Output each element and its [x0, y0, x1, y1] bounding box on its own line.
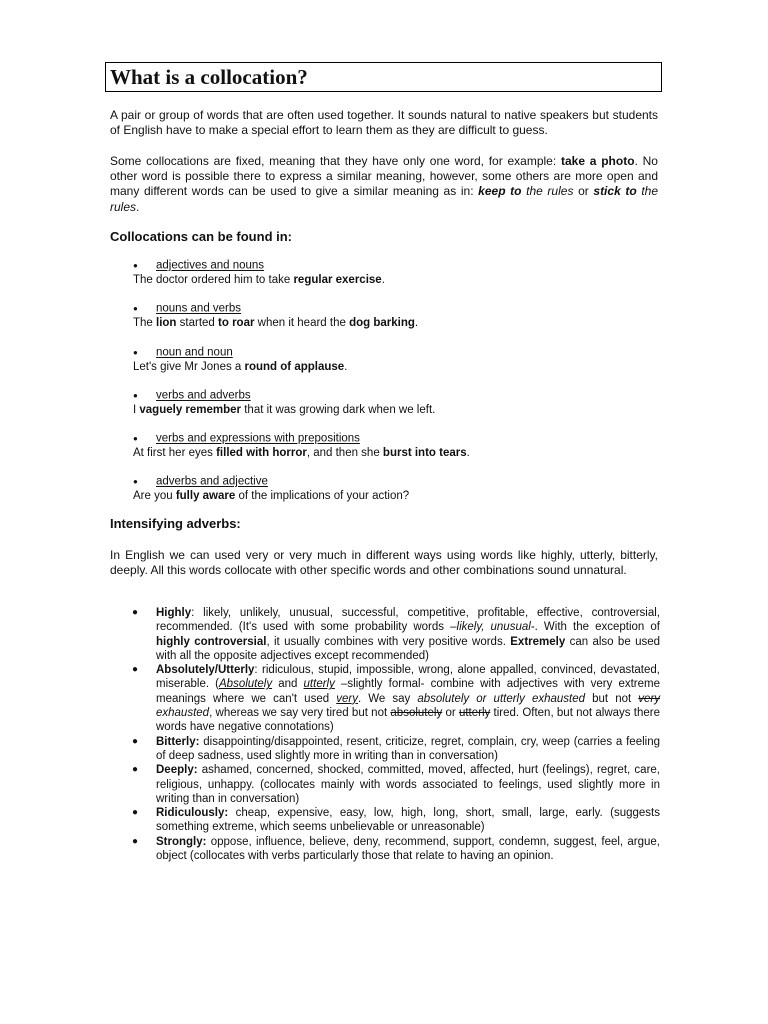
collocation-highlight: burst into tears: [382, 447, 467, 459]
list-item-deeply: [110, 763, 660, 806]
adverb-head: Deeply:: [156, 764, 198, 777]
collocation-highlight: regular exercise: [293, 274, 382, 286]
bullet-icon: ●: [132, 664, 139, 676]
collocation-highlight: fully aware: [175, 490, 236, 502]
adverb-head: Strongly:: [156, 835, 207, 848]
text: .: [344, 361, 348, 373]
collocation-highlight: filled with horror: [216, 447, 307, 459]
text: . With the exception of: [534, 621, 660, 634]
example-keep-to: keep to: [478, 184, 522, 199]
section-heading-intensifying: Intensifying adverbs:: [110, 516, 241, 531]
example-stick-to: stick to: [593, 184, 637, 199]
text: The doctor ordered him to take: [133, 274, 294, 286]
text: utterly: [303, 678, 335, 691]
intensifying-intro: In English we can used very or very much in different ways using words like highly, utterly, bitterly, deeply. All this words collocate with other specific words and other combinations sound unnatural.: [110, 548, 658, 578]
text: or: [442, 707, 459, 720]
bullet-icon: ●: [132, 735, 139, 747]
category-heading: [133, 258, 264, 274]
collocation-highlight: dog barking: [349, 317, 415, 329]
text: , and then she: [306, 447, 383, 459]
category-heading: [133, 388, 251, 404]
category-label: adjectives and nouns: [156, 259, 265, 272]
adverb-head: Bitterly:: [156, 735, 200, 748]
text: oppose, influence, believe, deny, recommend, support, condemn, suggest, feel, argue, object (collocates with verbs particularly those that relate to having an opinion.: [156, 835, 660, 863]
category-example: [133, 403, 435, 418]
category-heading: [133, 345, 233, 361]
category-example: [133, 489, 409, 504]
category-example: [133, 446, 470, 461]
text: can also be used with all the opposite adjectives except recommended): [156, 635, 661, 662]
text: utterly: [458, 707, 491, 720]
category-heading: [133, 474, 268, 490]
text: The: [133, 317, 157, 329]
text: ashamed, concerned, shocked, committed, moved, affected, hurt (feelings), regret, care, religious, unhappy. (collocates mainly with words associated to feelings, used slightly more in writing than in conversation): [156, 764, 660, 805]
title-box: [105, 62, 662, 92]
text: : likely, unlikely, unusual, successful, competitive, profitable, effective, controversial, recommended. (It's used with some probability words –: [156, 607, 660, 634]
category-example: [133, 316, 418, 331]
text: absolutely: [390, 707, 443, 720]
text: –slightly formal- combine with adjectives with very extreme meanings where we can't used: [156, 678, 660, 705]
text: cheap, expensive, easy, low, high, long, short, small, large, early. (suggests something extreme, which seems unbelievable or unreasonable): [156, 807, 660, 834]
bullet-icon: ●: [132, 835, 139, 847]
category-example: [133, 360, 347, 375]
text: absolutely or utterly exhausted: [417, 692, 586, 705]
list-item-bitterly: [110, 735, 660, 764]
text: . We say: [357, 692, 418, 705]
bullet-icon: ●: [133, 261, 138, 270]
text: the rules: [110, 184, 659, 214]
text: At first her eyes: [133, 447, 217, 459]
category-heading: [133, 301, 241, 317]
text: , it usually combines with very positive words.: [266, 635, 511, 648]
list-item-strongly: [110, 835, 660, 864]
category-label: adverbs and adjective: [156, 475, 268, 488]
example-take-a-photo: take a photo: [560, 154, 635, 168]
text: : ridiculous, stupid, impossible, wrong, alone appalled, convinced, devastated, miserable. (: [156, 664, 660, 691]
text: .: [136, 199, 140, 214]
collocation-highlight: lion: [156, 317, 177, 329]
text: Are you: [133, 490, 176, 502]
text: very: [638, 692, 661, 705]
fixed-collocations-paragraph: [110, 154, 658, 215]
bullet-icon: ●: [132, 807, 139, 819]
intro-paragraph: A pair or group of words that are often used together. It sounds natural to native speakers but students of English have to make a special effort to learn them as they are difficult to guess.: [110, 108, 658, 138]
text: the rules: [521, 184, 574, 199]
bullet-icon: ●: [133, 477, 138, 486]
category-example: [133, 273, 385, 288]
list-item-ridiculously: [110, 806, 660, 835]
bullet-icon: ●: [133, 391, 138, 400]
list-item-highly: [110, 606, 660, 663]
category-label: nouns and verbs: [156, 302, 242, 315]
collocation-highlight: round of applause: [244, 361, 345, 373]
text: or: [573, 184, 594, 199]
text: highly controversial: [156, 635, 267, 648]
adverb-list: [110, 606, 660, 863]
collocation-highlight: vaguely remember: [139, 404, 242, 416]
list-item-absolutely: [110, 663, 660, 734]
text: , whereas we say very tired but not: [209, 707, 391, 720]
category-heading: [133, 431, 360, 447]
text: .: [381, 274, 385, 286]
collocation-highlight: to roar: [218, 317, 255, 329]
section-heading-found-in: Collocations can be found in:: [110, 229, 292, 244]
adverb-head: Ridiculously:: [156, 807, 229, 820]
adverb-head: Highly: [156, 607, 192, 619]
text: .: [466, 447, 470, 459]
text: Extremely: [510, 635, 566, 648]
text: Absolutely: [219, 678, 273, 691]
bullet-icon: ●: [132, 764, 139, 776]
text: likely, unusual-: [456, 621, 535, 634]
text: Some collocations are fixed, meaning that they have only one word, for example:: [110, 154, 561, 168]
text: disappointing/disappointed, resent, criticize, regret, complain, cry, weep (carries a feeling of deep sadness, used slightly more in writing than in conversation): [156, 735, 660, 762]
text: . No other word is possible there to express a similar meaning, however, some others are more open and many different words can be used to give a similar meaning as in:: [110, 154, 658, 199]
text: of the implications of your action?: [235, 490, 410, 502]
text: when it heard the: [254, 317, 350, 329]
bullet-icon: ●: [132, 607, 139, 618]
bullet-icon: ●: [133, 434, 138, 443]
text: Let's give Mr Jones a: [133, 361, 245, 373]
adverb-head: Absolutely/Utterly: [156, 664, 255, 677]
category-label: verbs and expressions with prepositions: [156, 432, 360, 445]
text: tired. Often, but not always there words have negative connotations): [156, 707, 660, 734]
bullet-icon: ●: [133, 304, 138, 313]
text: and: [272, 678, 304, 691]
category-label: verbs and adverbs: [156, 389, 251, 402]
text: I: [133, 404, 140, 416]
text: that it was growing dark when we left.: [241, 404, 436, 416]
category-label: noun and noun: [156, 346, 233, 359]
text: but not: [585, 692, 639, 705]
text: very: [336, 692, 358, 705]
text: exhausted: [156, 707, 210, 720]
page-title: What is a collocation?: [110, 65, 308, 89]
bullet-icon: ●: [133, 348, 138, 357]
text: started: [176, 317, 219, 329]
text: .: [414, 317, 419, 329]
